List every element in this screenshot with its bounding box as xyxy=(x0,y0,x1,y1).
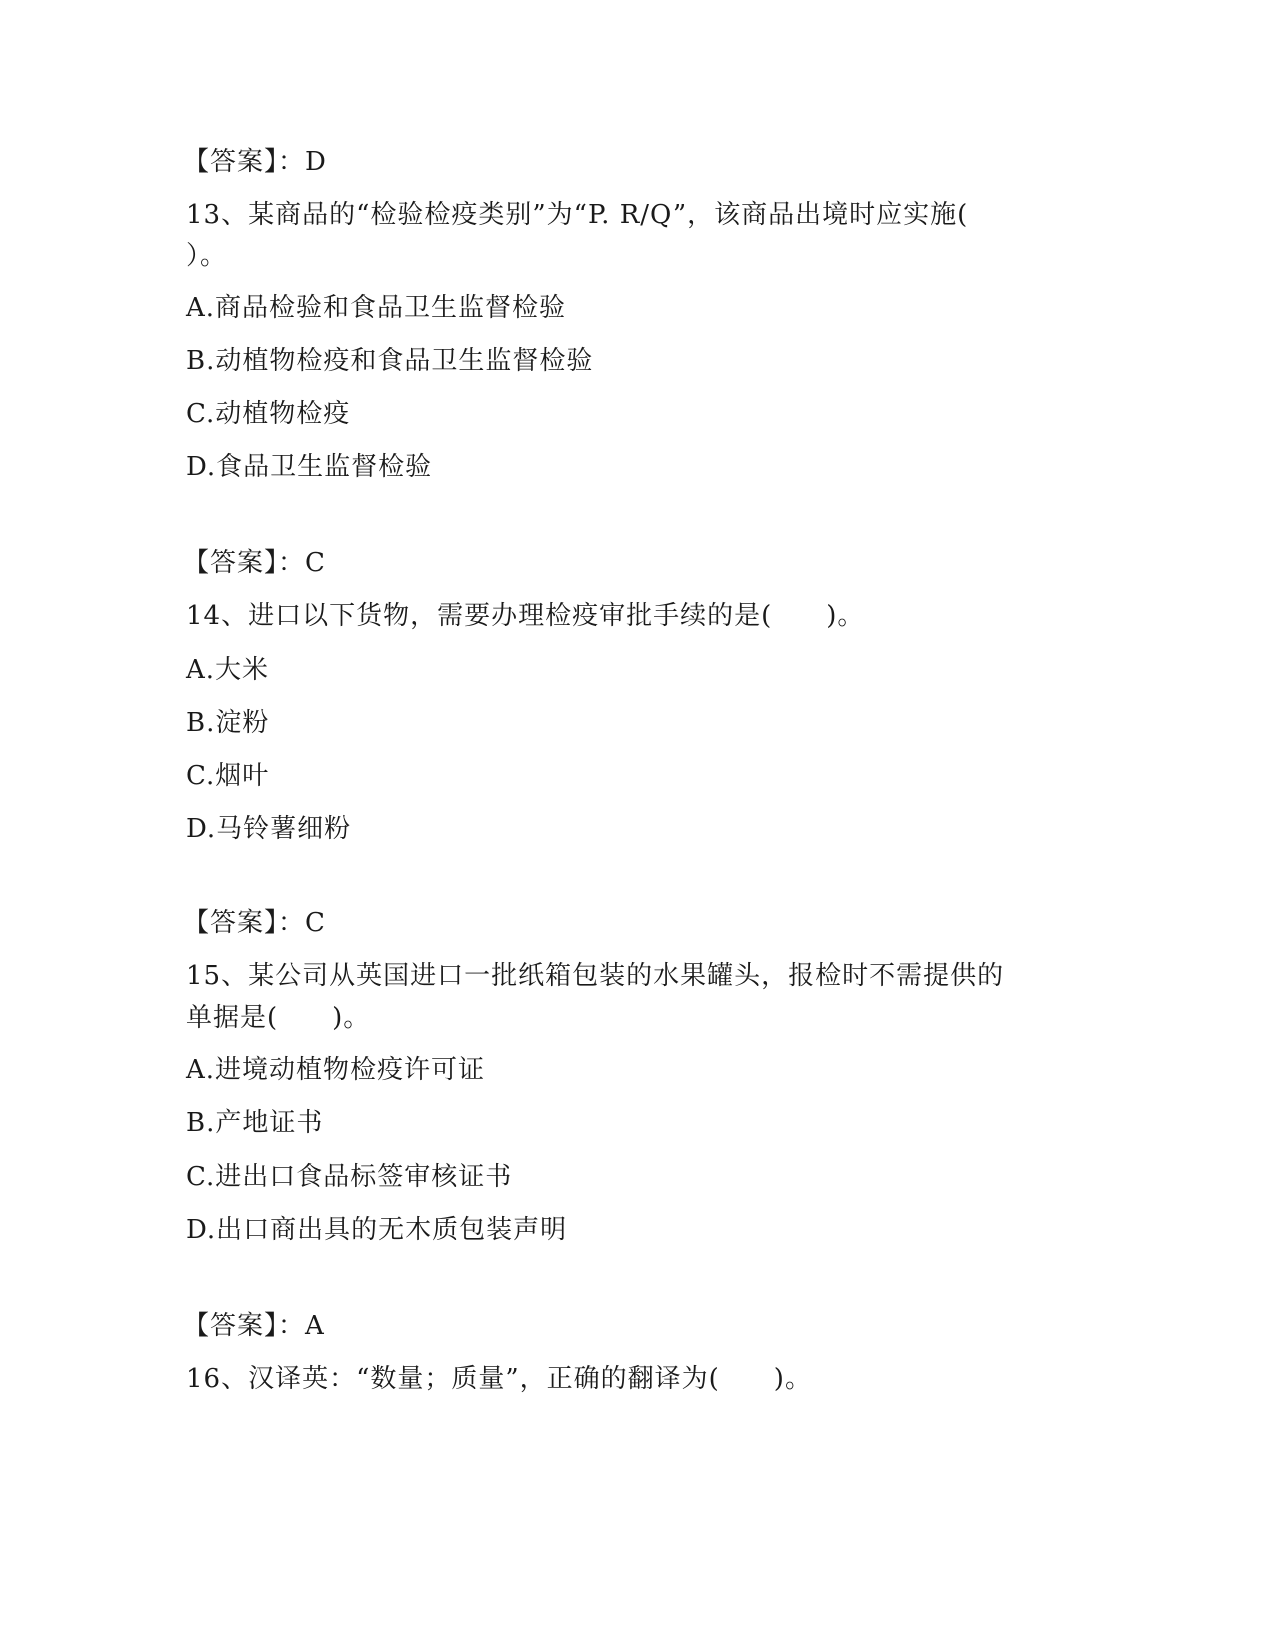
answer-q12: 【答案】：D xyxy=(183,147,327,177)
answer-q15: 【答案】：A xyxy=(183,1311,325,1341)
question-14-text: 14、进口以下货物，需要办理检疫审批手续的是( )。 xyxy=(186,601,865,631)
question-15-option-a: A.进境动植物检疫许可证 xyxy=(186,1055,486,1085)
question-13-option-b: B.动植物检疫和食品卫生监督检验 xyxy=(186,346,594,376)
question-13-text-line1: 13、某商品的“检验检疫类别”为“P. R/Q”，该商品出境时应实施( xyxy=(186,200,969,230)
question-15-option-c: C.进出口食品标签审核证书 xyxy=(186,1162,513,1192)
question-15-text-line2: 单据是( )。 xyxy=(186,1003,371,1033)
question-13-option-d: D.食品卫生监督检验 xyxy=(186,452,433,482)
question-14-option-d: D.马铃薯细粉 xyxy=(186,814,352,844)
question-14-option-b: B.淀粉 xyxy=(186,708,270,738)
question-14-option-a: A.大米 xyxy=(186,655,270,685)
answer-q13: 【答案】：C xyxy=(183,548,326,578)
question-15-option-b: B.产地证书 xyxy=(186,1108,324,1138)
question-13-option-c: C.动植物检疫 xyxy=(186,399,351,429)
question-16-text: 16、汉译英：“数量；质量”，正确的翻译为( )。 xyxy=(186,1364,812,1394)
answer-q14: 【答案】：C xyxy=(183,908,326,938)
question-13-text-line2: ）。 xyxy=(186,241,228,271)
question-15-text-line1: 15、某公司从英国进口一批纸箱包装的水果罐头，报检时不需提供的 xyxy=(186,961,1005,991)
question-15-option-d: D.出口商出具的无木质包装声明 xyxy=(186,1215,568,1245)
question-14-option-c: C.烟叶 xyxy=(186,761,270,791)
question-13-option-a: A.商品检验和食品卫生监督检验 xyxy=(186,293,567,323)
